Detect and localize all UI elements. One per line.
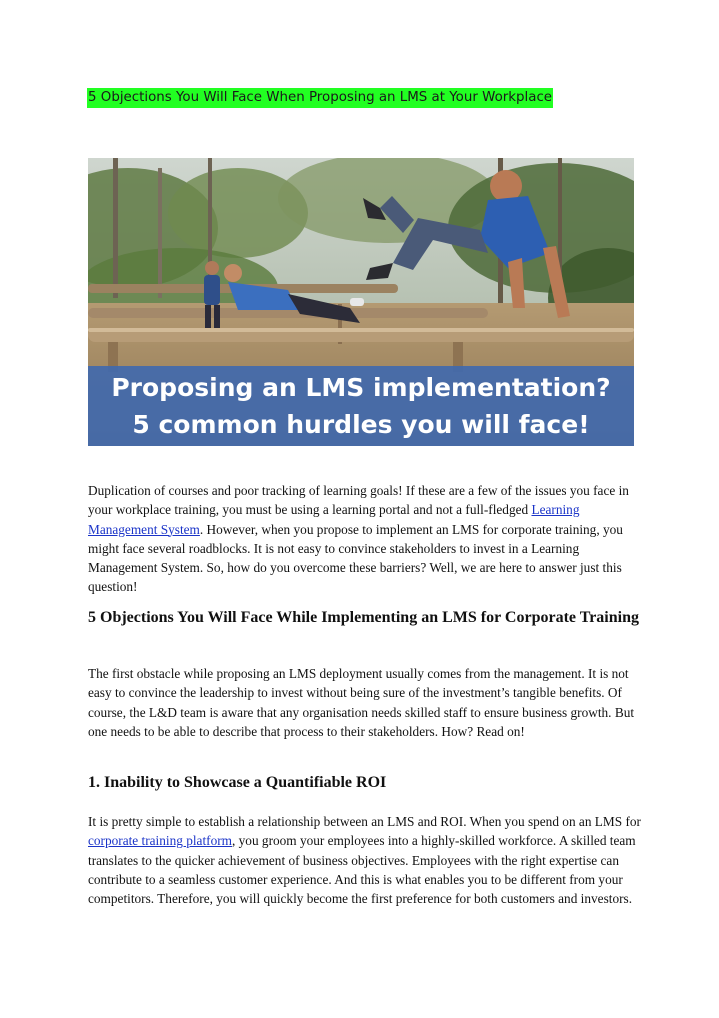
lms-link[interactable]: Learning Management System <box>88 502 580 537</box>
subsection-heading: 1. Inability to Showcase a Quantifiable ROI <box>88 774 387 791</box>
corporate-training-link[interactable]: corporate training platform <box>88 833 232 849</box>
hero-illustration <box>88 158 634 446</box>
hero-caption-line1: Proposing an LMS implementation? <box>111 373 611 402</box>
section-paragraph: The first obstacle while proposing an LMS deployment usually comes from the management. It is not easy to convince the leadership to invest without being sure of the investment’s tangible benefits. Of course, the L&D team is aware that any organisation needs skilled staff to ensure business growth. But one needs to be able to describe that process to their stakeholders. How? Read on! <box>88 666 635 739</box>
intro-paragraph <box>88 481 648 597</box>
hero-image <box>88 158 634 446</box>
intro-text-2: . However, when you propose to implement an LMS for corporate training, you might face several roadblocks. It is not easy to convince stakeholders to invest in a Learning Management System. So, how do you overcome these barriers? Well, we are here to answer just this question! <box>88 521 623 595</box>
intro-text-1: Duplication of courses and poor tracking of learning goals! If these are a few of the issues you face in your workplace training, you must be using a learning portal and not a full-fledged <box>88 483 629 518</box>
hero-caption-line2: 5 common hurdles you will face! <box>132 410 590 439</box>
section-heading: 5 Objections You Will Face While Implementing an LMS for Corporate Training <box>88 609 639 626</box>
subsection-text-2: , you groom your employees into a highly-skilled workforce. A skilled team translates to the quicker achievement of business objectives. Employees with the right expertise can contribute to a seamless customer experience. And this is what enables you to be different from your competitors. Therefore, you will quickly become the first preference for both customers and investors. <box>88 833 636 907</box>
document-title: 5 Objections You Will Face When Proposing an LMS at Your Workplace <box>87 88 553 108</box>
subsection-text-1: It is pretty simple to establish a relationship between an LMS and ROI. When you spend on an LMS for <box>88 814 641 829</box>
subsection-paragraph <box>88 812 648 908</box>
